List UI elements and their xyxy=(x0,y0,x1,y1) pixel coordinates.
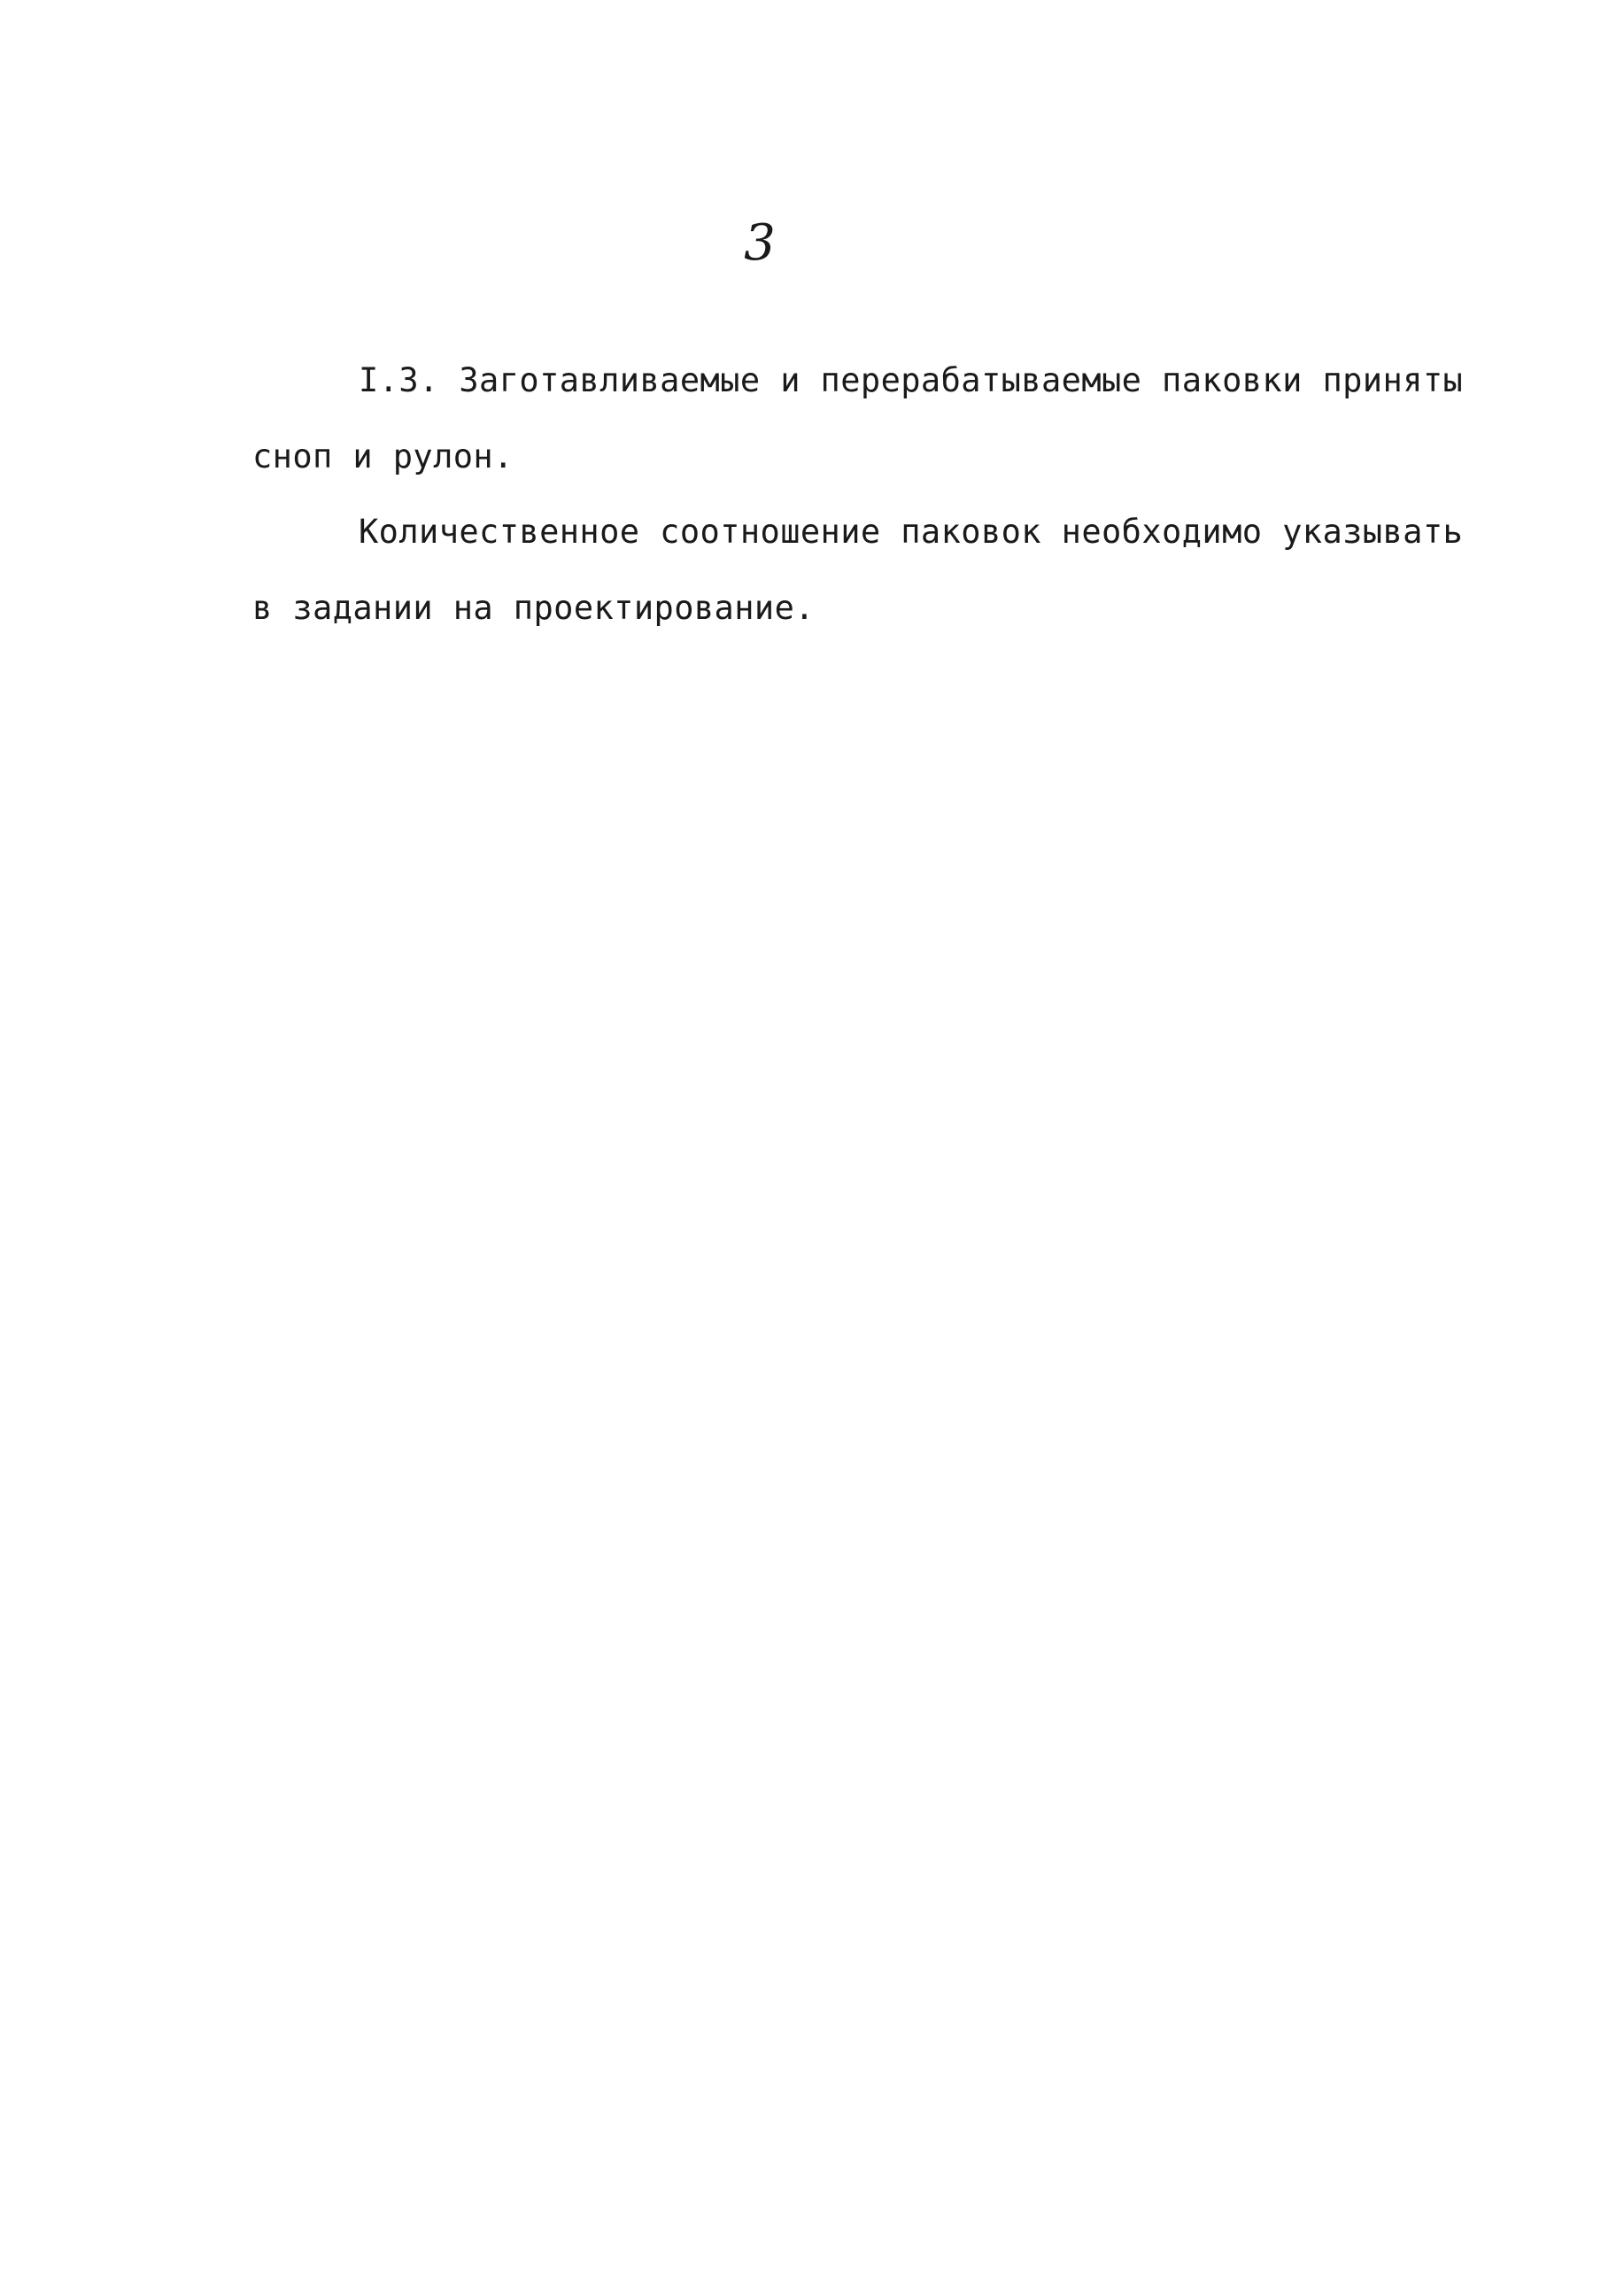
body-text xyxy=(252,361,1464,627)
paragraph-2-line-1: Количественное соотношение паковок необходимо указывать xyxy=(359,513,1464,551)
page-number: 3 xyxy=(744,214,776,272)
paragraph-1-line-1: I.3. Заготавливаемые и перерабатываемые паковки приняты xyxy=(359,361,1464,399)
paragraph-1-line-2: сноп и рулон. xyxy=(252,437,514,475)
paragraph-2-line-2: в задании на проектирование. xyxy=(252,589,815,627)
